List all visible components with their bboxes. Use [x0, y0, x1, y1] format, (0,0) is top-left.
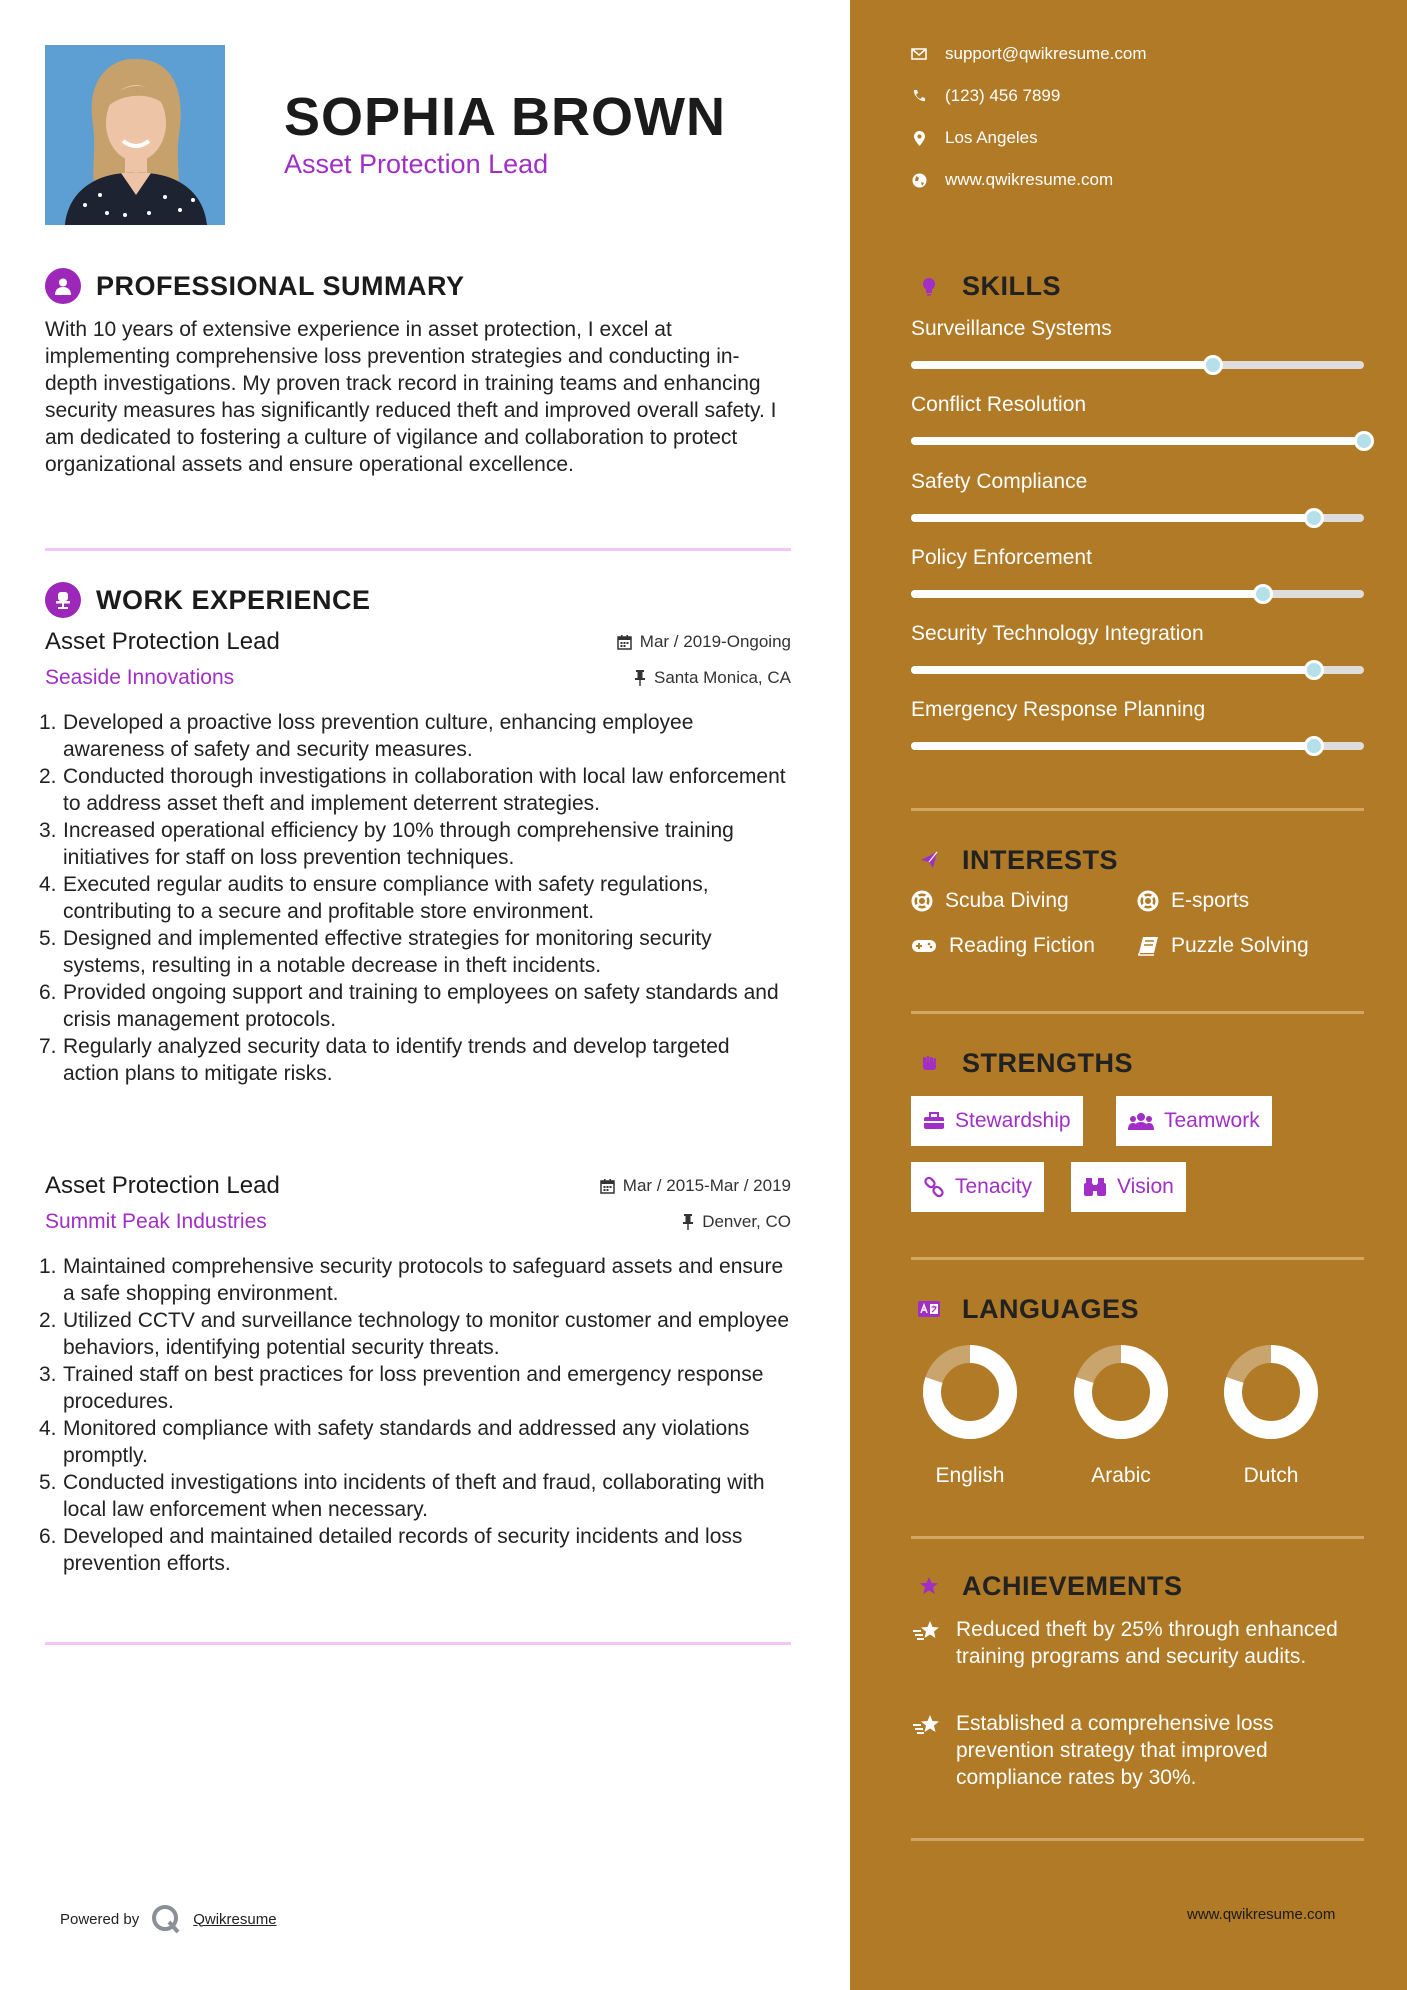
globe-icon [911, 173, 927, 188]
contact-location-text: Los Angeles [945, 128, 1038, 147]
experience-heading-text: WORK EXPERIENCE [96, 584, 371, 615]
list-item: 6. Provided ongoing support and training to employees on safety standards and crisis management protocols. [39, 981, 779, 1031]
qwikresume-link[interactable]: Qwikresume [193, 1910, 277, 1928]
list-item: 3. Increased operational efficiency by 10% through comprehensive training initiatives for staff on loss prevention techniques. [39, 819, 734, 869]
list-item: 3. Trained staff on best practices for loss prevention and emergency response procedures. [39, 1363, 764, 1413]
powered-by-label: Powered by [60, 1910, 140, 1928]
contact-location [911, 128, 1038, 148]
skill-bar-knob [1203, 355, 1223, 375]
skill-label: Emergency Response Planning [911, 698, 1206, 721]
contact-website[interactable] [911, 170, 1113, 190]
job-company: Seaside Innovations [45, 666, 235, 689]
language-ring [920, 1342, 1020, 1442]
list-item: 7. Regularly analyzed security data to identify trends and develop targeted action plans to mitigate risks. [39, 1035, 730, 1085]
skills-heading [911, 268, 1061, 304]
strength-label: Teamwork [1164, 1109, 1260, 1132]
job-date-text: Mar / 2019-Ongoing [639, 632, 791, 651]
profile-photo [45, 45, 225, 225]
link-icon [923, 1176, 945, 1198]
list-item: 2. Utilized CCTV and surveillance technology to monitor customer and employee behaviors, identifying potential security threats. [39, 1309, 790, 1359]
skill-label: Conflict Resolution [911, 393, 1087, 416]
shooting-star-icon [911, 1710, 945, 1791]
skill-bar-fill [911, 742, 1314, 750]
interest-item [1137, 889, 1249, 913]
languages-heading-text: LANGUAGES [962, 1293, 1140, 1324]
job-location [634, 668, 791, 688]
binoculars-icon [1083, 1177, 1107, 1197]
candidate-name: SOPHIA BROWN [284, 87, 726, 147]
language-ring [1071, 1342, 1171, 1442]
section-divider [911, 1838, 1364, 1841]
interest-label: E-sports [1171, 889, 1250, 912]
envelope-icon [911, 48, 927, 60]
job-company: Summit Peak Industries [45, 1210, 267, 1233]
footer-website[interactable]: www.qwikresume.com [1187, 1906, 1336, 1923]
job-date-text: Mar / 2015-Mar / 2019 [622, 1176, 791, 1195]
skill-bar-fill [911, 361, 1213, 369]
job-location [682, 1212, 791, 1232]
briefcase-chair-icon [45, 582, 81, 618]
pin-icon [634, 670, 646, 686]
skill-label: Safety Compliance [911, 470, 1088, 493]
job-entry [39, 1172, 791, 1592]
contact-phone[interactable] [911, 86, 1060, 106]
skill-bar-fill [911, 590, 1263, 598]
shooting-star-icon [911, 1616, 945, 1670]
interest-item [1137, 934, 1309, 958]
language-label: Dutch [1243, 1464, 1299, 1487]
book-icon [1137, 936, 1159, 956]
calendar-icon [600, 1178, 615, 1194]
contact-website-text: www.qwikresume.com [945, 170, 1114, 189]
skill-bar-knob [1304, 736, 1324, 756]
summary-heading-text: PROFESSIONAL SUMMARY [96, 270, 465, 301]
paper-plane-icon [911, 842, 947, 878]
list-item: 4. Executed regular audits to ensure compliance with safety regulations, contributing to a secure and profitable store environment. [39, 873, 709, 923]
contact-email[interactable] [911, 44, 1147, 64]
job-role: Asset Protection Lead [45, 628, 280, 655]
pin-icon [682, 1214, 694, 1230]
skill-bar [911, 742, 1364, 750]
job-entry [39, 628, 791, 1148]
skill-label: Policy Enforcement [911, 546, 1092, 569]
language-item [1066, 1342, 1176, 1488]
strength-label: Vision [1117, 1175, 1174, 1198]
skill-bar-fill [911, 514, 1314, 522]
interest-label: Scuba Diving [945, 889, 1069, 912]
map-marker-icon [911, 131, 927, 146]
section-divider [911, 1536, 1364, 1539]
strength-label: Stewardship [955, 1109, 1071, 1132]
list-item: 5. Designed and implemented effective strategies for monitoring security systems, resulting in a notable decrease in theft incidents. [39, 927, 712, 977]
strength-label: Tenacity [955, 1175, 1033, 1198]
section-divider [45, 1642, 791, 1645]
list-item: 5. Conducted investigations into incidents of theft and fraud, collaborating with local law enforcement when necessary. [39, 1471, 765, 1521]
powered-by [60, 1904, 277, 1934]
skill-label: Security Technology Integration [911, 622, 1204, 645]
list-item: 4. Monitored compliance with safety standards and addressed any violations promptly. [39, 1417, 750, 1467]
strength-chip [911, 1096, 1083, 1146]
section-divider [45, 548, 791, 551]
achievement-item [911, 1710, 1364, 1791]
calendar-icon [617, 634, 632, 650]
list-item: 1. Maintained comprehensive security protocols to safeguard assets and ensure a safe shopping environment. [39, 1255, 784, 1305]
language-item [1216, 1342, 1326, 1488]
interest-item [911, 934, 1095, 958]
language-ring [1221, 1342, 1321, 1442]
skill-bar [911, 361, 1364, 369]
star-icon [911, 1568, 947, 1604]
lifebuoy-icon [911, 890, 933, 912]
job-date [617, 632, 791, 652]
gamepad-icon [911, 938, 937, 954]
translate-icon [911, 1291, 947, 1327]
achievements-heading [911, 1568, 1183, 1604]
achievements-heading-text: ACHIEVEMENTS [962, 1570, 1183, 1601]
interests-heading-text: INTERESTS [962, 844, 1119, 875]
job-location-text: Santa Monica, CA [653, 668, 791, 687]
qwikresume-logo-icon [151, 1904, 181, 1934]
list-item: 6. Developed and maintained detailed records of security incidents and loss prevention efforts. [39, 1525, 743, 1575]
achievement-item [911, 1616, 1364, 1670]
achievement-text: Reduced theft by 25% through enhanced training programs and security audits. [956, 1618, 1338, 1668]
lightbulb-icon [911, 268, 947, 304]
phone-icon [911, 89, 927, 103]
candidate-title: Asset Protection Lead [284, 149, 549, 179]
job-bullets [39, 709, 791, 1087]
fist-icon [911, 1045, 947, 1081]
toolbox-icon [923, 1112, 945, 1130]
skill-label: Surveillance Systems [911, 317, 1112, 340]
skill-bar-fill [911, 437, 1364, 445]
section-divider [911, 808, 1364, 811]
section-divider [911, 1257, 1364, 1260]
skill-bar-knob [1304, 660, 1324, 680]
interest-item [911, 889, 1069, 913]
experience-heading [45, 582, 371, 618]
section-divider [911, 1011, 1364, 1014]
job-bullets [39, 1253, 791, 1577]
skill-bar [911, 514, 1364, 522]
language-label: Arabic [1091, 1464, 1151, 1487]
strengths-heading-text: STRENGTHS [962, 1047, 1134, 1078]
user-icon [45, 268, 81, 304]
skill-bar [911, 437, 1364, 445]
strength-chip [1116, 1096, 1272, 1146]
strength-chip [1071, 1162, 1186, 1212]
skill-bar-fill [911, 666, 1314, 674]
interest-label: Reading Fiction [949, 934, 1095, 957]
strength-chip [911, 1162, 1044, 1212]
skill-bar [911, 666, 1364, 674]
job-date [600, 1176, 791, 1196]
interests-heading [911, 842, 1118, 878]
summary-heading [45, 268, 465, 304]
job-role: Asset Protection Lead [45, 1172, 280, 1199]
skill-bar-knob [1304, 508, 1324, 528]
skill-bar [911, 590, 1364, 598]
languages-heading [911, 1291, 1139, 1327]
job-location-text: Denver, CO [702, 1212, 791, 1231]
skill-bar-knob [1354, 431, 1374, 451]
list-item: 1. Developed a proactive loss prevention culture, enhancing employee awareness of safety and security measures. [39, 711, 694, 761]
interest-label: Puzzle Solving [1171, 934, 1309, 957]
skills-heading-text: SKILLS [962, 270, 1062, 301]
achievement-text: Established a comprehensive loss prevention strategy that improved compliance rates by 30%. [956, 1712, 1274, 1789]
summary-text: With 10 years of extensive experience in asset protection, I excel at implementing comprehensive loss prevention strategies and conducting in-depth investigations. My proven track record in training teams and enhancing security measures has significantly reduced theft and improved overall safety. I am dedicated to fostering a culture of vigilance and collaboration to protect organizational assets and ensure operational excellence. [45, 318, 777, 476]
contact-phone-text: (123) 456 7899 [945, 86, 1061, 105]
lifebuoy-icon [1137, 890, 1159, 912]
language-label: English [935, 1464, 1005, 1487]
strengths-heading [911, 1045, 1133, 1081]
list-item: 2. Conducted thorough investigations in collaboration with local law enforcement to address asset theft and implement deterrent strategies. [39, 765, 786, 815]
language-item [915, 1342, 1025, 1488]
contact-email-text: support@qwikresume.com [945, 44, 1147, 63]
users-icon [1128, 1111, 1154, 1131]
